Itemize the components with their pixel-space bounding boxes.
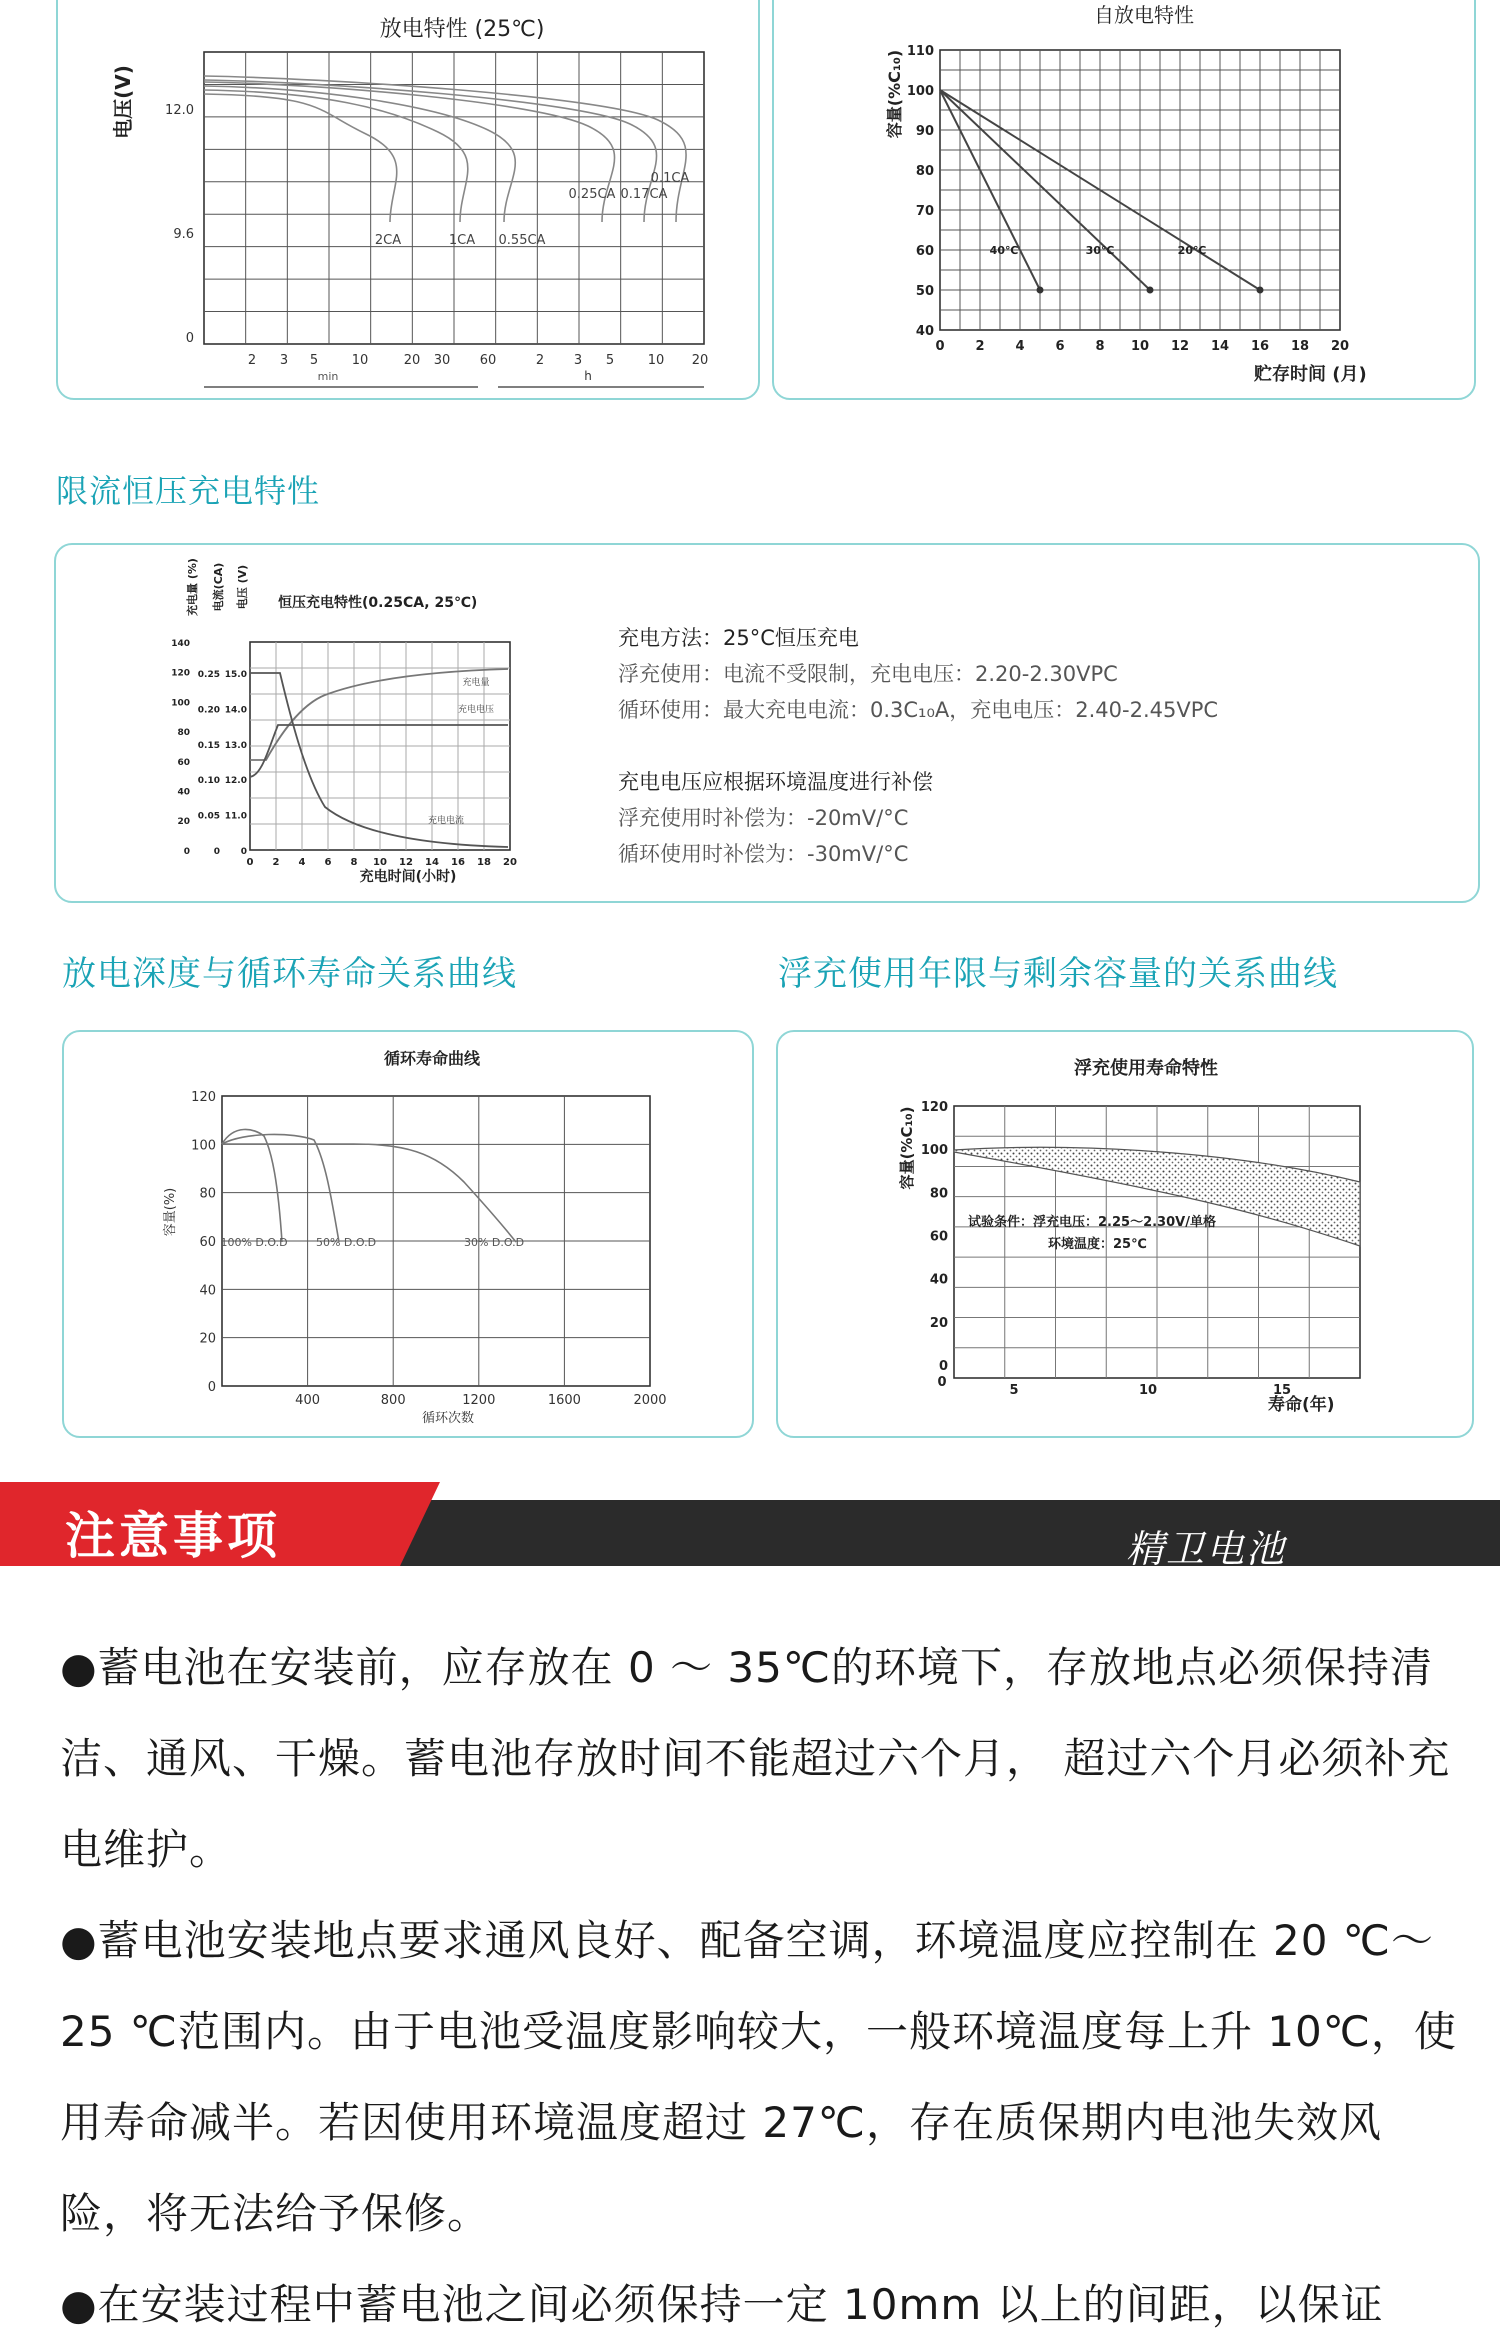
spec-line-method: 充电方法：25°C恒压充电	[618, 626, 859, 650]
spec-line-cycle: 循环使用：最大充电电流：0.3C₁₀A，充电电压：2.40-2.45VPC	[618, 698, 1219, 722]
x-axis-label: 寿命(年)	[1268, 1395, 1335, 1415]
section-title-float: 浮充使用年限与剩余容量的关系曲线	[778, 954, 1338, 994]
y2-tick-label: 0.15	[197, 740, 220, 751]
y-tick-label: 80	[929, 1186, 948, 1202]
y1-tick-label: 140	[171, 639, 190, 649]
x-tick-label: 16	[1250, 339, 1270, 354]
y-tick-label: 9.6	[173, 227, 194, 242]
y-tick-label: 80	[915, 164, 934, 179]
notes-list	[60, 1622, 1460, 2350]
x-tick-label: 60	[479, 353, 497, 368]
x-tick-label: 4	[298, 857, 306, 868]
x-tick-label: 8	[1095, 339, 1105, 354]
x-tick-label: 2	[975, 339, 985, 354]
y3-tick-label: 12.0	[224, 776, 247, 787]
y3-tick-label: 0	[240, 847, 247, 857]
y3-tick-label: 13.0	[224, 740, 247, 751]
x-tick-label: 6	[1055, 339, 1065, 354]
y-axis-label: 电压(V)	[111, 65, 135, 139]
y-tick-label: 120	[920, 1100, 948, 1115]
x-axis-label: 贮存时间 (月)	[1254, 364, 1367, 385]
note-temperature: ●蓄电池安装地点要求通风良好、配备空调，环境温度应控制在 20 ℃～ 25 ℃范围内。由于电池受温度影响较大，一般环境温度每上升 10℃，使用寿命减半。若因使用环境温度超过 27℃，存在质保期内电池失效风险，将无法给予保修。	[60, 1916, 1457, 2238]
x-tick-label: 20	[403, 353, 421, 368]
x-tick-label: 12	[399, 857, 413, 868]
cycle-chart-panel	[62, 1030, 754, 1438]
y-tick-label: 50	[915, 284, 934, 299]
y3-tick-label: 11.0	[224, 811, 247, 822]
x-unit-min: min	[317, 370, 339, 383]
y-tick-label: 60	[199, 1235, 216, 1250]
x-tick-label: 10	[373, 857, 387, 868]
series-label: 40℃	[989, 244, 1019, 257]
x-tick-label: 20	[691, 353, 709, 368]
x-tick-label: 18	[477, 857, 491, 868]
x-axis-label: 循环次数	[421, 1411, 475, 1426]
curve-label: 0.25CA	[568, 187, 616, 202]
x-tick-label: 8	[350, 857, 358, 868]
y2-tick-label: 0	[213, 847, 220, 857]
curve-label: 0.1CA	[650, 171, 690, 186]
y-axis-label: 容量(%C₁₀)	[898, 1106, 916, 1190]
float-chart-panel	[776, 1030, 1474, 1438]
y-tick-label: 40	[929, 1272, 948, 1288]
y-tick-label: 20	[929, 1315, 948, 1331]
x-tick-label: 18	[1290, 339, 1310, 354]
y-tick-label: 120	[191, 1090, 216, 1105]
x-tick-label: 5	[309, 353, 319, 368]
chart-title: 恒压充电特性(0.25CA, 25℃)	[278, 595, 478, 611]
banner-brand: 精卫电池	[1126, 1527, 1287, 1571]
y-tick-label: 90	[915, 124, 934, 139]
y-tick-label: 110	[906, 44, 934, 59]
y-axis-label: 容量(%C₁₀)	[885, 49, 904, 139]
charge-spec	[618, 620, 1218, 872]
y3-tick-label: 14.0	[224, 705, 247, 716]
discharge-curve-0.55ca	[204, 86, 515, 222]
charge-voltage-curve	[250, 725, 508, 777]
chart-title: 放电特性 (25℃)	[379, 17, 545, 42]
charge-chart	[150, 545, 570, 905]
y-tick-label: 0	[185, 331, 194, 346]
x-tick-label: 400	[295, 1393, 321, 1408]
cycle-chart	[64, 1032, 756, 1440]
y2-tick-label: 0.10	[197, 776, 220, 787]
y1-tick-label: 20	[177, 817, 190, 828]
spec-line-cycle-comp: 循环使用时补偿为：-30mV/°C	[618, 842, 909, 866]
x-tick-label: 10	[1138, 1383, 1158, 1398]
cycle-curve-100dod	[222, 1129, 282, 1242]
y-tick-label: 80	[199, 1186, 216, 1202]
y-tick-label: 60	[929, 1229, 948, 1245]
y-tick-label: 20	[199, 1331, 216, 1347]
curve-label: 2CA	[374, 233, 402, 248]
series-end-point	[1257, 287, 1264, 294]
discharge-chart-panel	[56, 0, 760, 400]
x-tick-label: 2	[247, 353, 257, 368]
x-tick-label: 10	[1130, 339, 1150, 354]
series-label: 30℃	[1085, 244, 1115, 257]
x-tick-label: 12	[1170, 339, 1190, 354]
x-tick-label: 5	[1009, 1383, 1019, 1398]
x-tick-label: 6	[324, 857, 332, 868]
y-tick-label: 12.0	[165, 103, 194, 118]
y-tick-label: 100	[920, 1143, 948, 1159]
chart-title: 浮充使用寿命特性	[1074, 1058, 1218, 1079]
series-end-point	[1037, 287, 1044, 294]
series-end-point	[1147, 287, 1154, 294]
curve-label: 0.17CA	[620, 187, 668, 202]
x-tick-label: 16	[451, 857, 465, 868]
y-tick-label: 100	[906, 84, 934, 99]
banner-title: 注意事项	[65, 1507, 281, 1565]
x-tick-label: 30	[433, 353, 451, 368]
x-tick-label: 2000	[633, 1393, 667, 1408]
y-axis-label: 容量(%)	[163, 1187, 178, 1237]
x-tick-label: 10	[647, 353, 665, 368]
y1-axis-label: 充电量 (%)	[186, 558, 199, 616]
self-discharge-chart	[774, 0, 1478, 402]
discharge-chart	[58, 0, 762, 402]
curve-label: 50% D.O.D	[315, 1236, 377, 1249]
charge-current-curve	[250, 673, 508, 847]
x-tick-label: 4	[1015, 339, 1025, 354]
x-tick-label: 14	[1210, 339, 1230, 354]
y1-tick-label: 40	[177, 787, 190, 798]
y-tick-label: 0	[207, 1380, 216, 1395]
test-condition-note: 试验条件：浮充电压：2.25～2.30V/单格	[968, 1215, 1216, 1230]
x-tick-label: 0	[937, 1375, 947, 1390]
curve-label: 100% D.O.D	[220, 1236, 288, 1249]
y3-axis-label: 电压 (V)	[236, 564, 249, 610]
y-tick-label: 40	[915, 324, 934, 339]
chart-title: 自放电特性	[1094, 3, 1194, 27]
y1-tick-label: 60	[177, 757, 190, 768]
discharge-curve-0.25ca	[204, 82, 615, 222]
y-tick-label: 100	[191, 1138, 216, 1154]
spec-line-compensation: 充电电压应根据环境温度进行补偿	[618, 770, 933, 794]
spec-line-float-comp: 浮充使用时补偿为：-20mV/°C	[618, 806, 909, 830]
curve-label: 充电电压	[457, 705, 495, 715]
x-tick-label: 15	[1272, 1383, 1292, 1398]
section-title-charge: 限流恒压充电特性	[56, 472, 321, 510]
curve-label: 1CA	[448, 233, 476, 248]
x-tick-label: 20	[1330, 339, 1350, 354]
x-tick-label: 800	[380, 1393, 406, 1408]
x-tick-label: 1600	[547, 1393, 581, 1408]
curve-label: 充电电流	[427, 816, 465, 826]
note-spacing: ●在安装过程中蓄电池之间必须保持一定 10mm 以上的间距，以保证	[60, 2280, 1384, 2329]
x-tick-label: 3	[573, 353, 583, 368]
self-discharge-panel	[772, 0, 1476, 400]
x-tick-label: 0	[935, 339, 945, 354]
x-tick-label: 3	[279, 353, 289, 368]
spec-line-float: 浮充使用：电流不受限制，充电电压：2.20-2.30VPC	[618, 662, 1118, 686]
y-tick-label: 0	[938, 1359, 948, 1375]
x-unit-h: h	[584, 369, 592, 383]
section-title-cycle: 放电深度与循环寿命关系曲线	[62, 954, 517, 994]
series-label: 20℃	[1177, 244, 1207, 257]
y2-tick-label: 0.20	[197, 705, 220, 716]
curve-label: 充电量	[462, 678, 490, 688]
ambient-temp-note: 环境温度：25℃	[1048, 1237, 1147, 1252]
y-tick-label: 60	[915, 244, 934, 259]
y3-tick-label: 15.0	[224, 670, 247, 680]
y1-tick-label: 120	[171, 668, 190, 679]
y1-tick-label: 80	[177, 728, 190, 739]
curve-label: 30% D.O.D	[463, 1236, 525, 1249]
x-tick-label: 2	[535, 353, 545, 368]
y-tick-label: 40	[199, 1283, 216, 1299]
note-storage: ●蓄电池在安装前，应存放在 0 ～ 35℃的环境下，存放地点必须保持清洁、通风、干燥。蓄电池存放时间不能超过六个月， 超过六个月必须补充电维护。	[60, 1643, 1451, 1874]
x-tick-label: 14	[425, 857, 439, 868]
y2-axis-label: 电流(CA)	[212, 562, 225, 612]
x-tick-label: 5	[605, 353, 615, 368]
x-axis-label: 充电时间(小时)	[359, 869, 457, 885]
x-tick-label: 2	[272, 857, 280, 868]
x-tick-label: 1200	[462, 1393, 496, 1408]
x-tick-label: 0	[246, 857, 254, 868]
y2-tick-label: 0.05	[197, 811, 220, 822]
curve-label: 0.55CA	[498, 233, 546, 248]
float-chart	[778, 1032, 1476, 1440]
y1-tick-label: 0	[183, 846, 190, 857]
discharge-curve-2ca	[204, 94, 397, 222]
x-tick-label: 20	[503, 857, 517, 868]
y2-tick-label: 0.25	[197, 670, 220, 680]
y-tick-label: 70	[915, 204, 934, 219]
y1-tick-label: 100	[171, 698, 190, 709]
x-tick-label: 10	[351, 353, 369, 368]
chart-title: 循环寿命曲线	[383, 1049, 481, 1068]
